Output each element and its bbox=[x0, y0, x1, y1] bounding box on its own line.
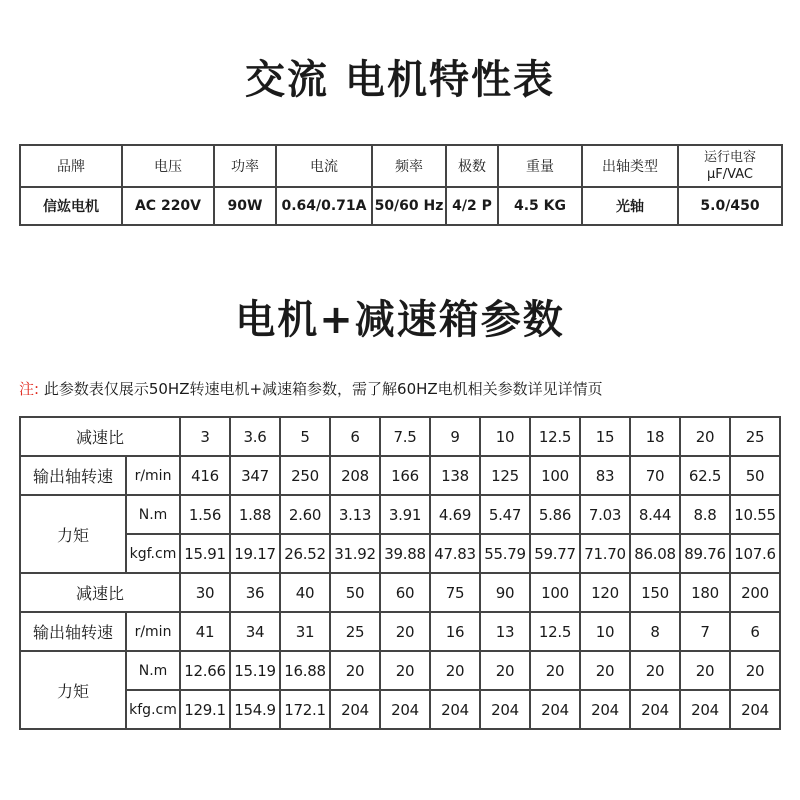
torque-kgf-cell: 15.91 bbox=[180, 534, 230, 573]
torque-kgf-cell: 204 bbox=[430, 690, 480, 729]
torque-kgf-cell: 26.52 bbox=[280, 534, 330, 573]
spec-header-cell: 重量 bbox=[498, 145, 582, 187]
ratio-cell: 120 bbox=[580, 573, 630, 612]
torque-kgf-cell: 55.79 bbox=[480, 534, 530, 573]
ratio-row bbox=[20, 417, 780, 456]
spec-value-cell: 光轴 bbox=[582, 187, 678, 225]
torque-nm-cell: 16.88 bbox=[280, 651, 330, 690]
spec-value-cell: 50/60 Hz bbox=[372, 187, 446, 225]
ratio-cell: 20 bbox=[680, 417, 730, 456]
ratio-cell: 5 bbox=[280, 417, 330, 456]
torque-nm-cell: 20 bbox=[680, 651, 730, 690]
ratio-cell: 3 bbox=[180, 417, 230, 456]
speed-cell: 125 bbox=[480, 456, 530, 495]
spec-value-cell: 信竑电机 bbox=[20, 187, 122, 225]
ratio-cell: 40 bbox=[280, 573, 330, 612]
torque-nm-cell: 12.66 bbox=[180, 651, 230, 690]
torque-kgf-row bbox=[20, 534, 780, 573]
ratio-cell: 50 bbox=[330, 573, 380, 612]
torque-kgf-cell: 154.9 bbox=[230, 690, 280, 729]
torque-nm-cell: 7.03 bbox=[580, 495, 630, 534]
ratio-cell: 180 bbox=[680, 573, 730, 612]
ratio-row bbox=[20, 573, 780, 612]
spec-header-cell: 品牌 bbox=[20, 145, 122, 187]
torque-kgf-cell: 204 bbox=[380, 690, 430, 729]
torque-unit-nm: N.m bbox=[126, 495, 180, 534]
torque-kgf-cell: 107.6 bbox=[730, 534, 780, 573]
ratio-cell: 75 bbox=[430, 573, 480, 612]
torque-kgf-cell: 47.83 bbox=[430, 534, 480, 573]
torque-kgf-cell: 204 bbox=[680, 690, 730, 729]
speed-cell: 34 bbox=[230, 612, 280, 651]
torque-nm-cell: 20 bbox=[580, 651, 630, 690]
torque-kgf-cell: 31.92 bbox=[330, 534, 380, 573]
speed-cell: 12.5 bbox=[530, 612, 580, 651]
torque-kgf-cell: 204 bbox=[330, 690, 380, 729]
torque-nm-cell: 20 bbox=[430, 651, 480, 690]
speed-cell: 250 bbox=[280, 456, 330, 495]
torque-unit-kgf: kgf.cm bbox=[126, 534, 180, 573]
spec-header-cell: 极数 bbox=[446, 145, 498, 187]
torque-nm-cell: 20 bbox=[380, 651, 430, 690]
spec-value-cell: 5.0/450 bbox=[678, 187, 782, 225]
speed-cell: 16 bbox=[430, 612, 480, 651]
speed-row bbox=[20, 612, 780, 651]
torque-unit-nm: N.m bbox=[126, 651, 180, 690]
speed-cell: 41 bbox=[180, 612, 230, 651]
speed-cell: 138 bbox=[430, 456, 480, 495]
spec-header-cell: 电压 bbox=[122, 145, 214, 187]
torque-label: 力矩 bbox=[20, 651, 126, 729]
torque-kgf-cell: 71.70 bbox=[580, 534, 630, 573]
ratio-cell: 18 bbox=[630, 417, 680, 456]
torque-nm-cell: 1.88 bbox=[230, 495, 280, 534]
torque-kgf-cell: 204 bbox=[480, 690, 530, 729]
torque-nm-row bbox=[20, 495, 780, 534]
torque-nm-cell: 20 bbox=[330, 651, 380, 690]
torque-nm-row bbox=[20, 651, 780, 690]
ratio-cell: 10 bbox=[480, 417, 530, 456]
note-prefix: 注: bbox=[19, 380, 40, 398]
speed-cell: 7 bbox=[680, 612, 730, 651]
speed-cell: 25 bbox=[330, 612, 380, 651]
ratio-cell: 36 bbox=[230, 573, 280, 612]
torque-kgf-cell: 204 bbox=[580, 690, 630, 729]
torque-kgf-cell: 129.1 bbox=[180, 690, 230, 729]
section-title: 电机+减速箱参数 bbox=[235, 297, 565, 343]
torque-nm-cell: 20 bbox=[630, 651, 680, 690]
torque-kgf-cell: 39.88 bbox=[380, 534, 430, 573]
torque-kgf-cell: 172.1 bbox=[280, 690, 330, 729]
torque-nm-cell: 3.91 bbox=[380, 495, 430, 534]
ratio-cell: 200 bbox=[730, 573, 780, 612]
torque-kgf-cell: 204 bbox=[530, 690, 580, 729]
torque-nm-cell: 4.69 bbox=[430, 495, 480, 534]
speed-cell: 100 bbox=[530, 456, 580, 495]
speed-label: 输出轴转速 bbox=[20, 456, 126, 495]
speed-label: 输出轴转速 bbox=[20, 612, 126, 651]
torque-unit-kgf: kfg.cm bbox=[126, 690, 180, 729]
ratio-label: 减速比 bbox=[20, 573, 180, 612]
torque-nm-cell: 8.8 bbox=[680, 495, 730, 534]
speed-cell: 83 bbox=[580, 456, 630, 495]
torque-kgf-cell: 89.76 bbox=[680, 534, 730, 573]
capacitor-label: 运行电容 bbox=[703, 150, 756, 165]
torque-kgf-cell: 19.17 bbox=[230, 534, 280, 573]
torque-nm-cell: 1.56 bbox=[180, 495, 230, 534]
torque-kgf-cell: 86.08 bbox=[630, 534, 680, 573]
torque-nm-cell: 10.55 bbox=[730, 495, 780, 534]
ratio-cell: 90 bbox=[480, 573, 530, 612]
ratio-cell: 100 bbox=[530, 573, 580, 612]
ratio-cell: 6 bbox=[330, 417, 380, 456]
spec-header-cell: 出轴类型 bbox=[582, 145, 678, 187]
speed-cell: 31 bbox=[280, 612, 330, 651]
torque-nm-cell: 20 bbox=[530, 651, 580, 690]
speed-cell: 13 bbox=[480, 612, 530, 651]
spec-value-cell: 4/2 P bbox=[446, 187, 498, 225]
torque-kgf-row bbox=[20, 690, 780, 729]
spec-header-row bbox=[20, 145, 782, 187]
spec-value-cell: AC 220V bbox=[122, 187, 214, 225]
speed-cell: 20 bbox=[380, 612, 430, 651]
spec-value-cell: 0.64/0.71A bbox=[276, 187, 372, 225]
speed-cell: 166 bbox=[380, 456, 430, 495]
speed-cell: 8 bbox=[630, 612, 680, 651]
speed-cell: 10 bbox=[580, 612, 630, 651]
speed-cell: 50 bbox=[730, 456, 780, 495]
ratio-cell: 60 bbox=[380, 573, 430, 612]
torque-nm-cell: 3.13 bbox=[330, 495, 380, 534]
speed-cell: 6 bbox=[730, 612, 780, 651]
ratio-cell: 25 bbox=[730, 417, 780, 456]
spec-header-cell-capacitor bbox=[678, 145, 782, 187]
ratio-cell: 12.5 bbox=[530, 417, 580, 456]
ratio-label: 减速比 bbox=[20, 417, 180, 456]
spec-header-cell: 电流 bbox=[276, 145, 372, 187]
speed-cell: 416 bbox=[180, 456, 230, 495]
torque-nm-cell: 15.19 bbox=[230, 651, 280, 690]
ratio-cell: 150 bbox=[630, 573, 680, 612]
note-line bbox=[19, 378, 603, 399]
ratio-cell: 9 bbox=[430, 417, 480, 456]
speed-unit: r/min bbox=[126, 612, 180, 651]
spec-value-row bbox=[20, 187, 782, 225]
torque-nm-cell: 5.47 bbox=[480, 495, 530, 534]
ratio-cell: 3.6 bbox=[230, 417, 280, 456]
spec-header-cell: 频率 bbox=[372, 145, 446, 187]
ratio-cell: 7.5 bbox=[380, 417, 430, 456]
speed-row bbox=[20, 456, 780, 495]
spec-value-cell: 4.5 KG bbox=[498, 187, 582, 225]
ratio-cell: 15 bbox=[580, 417, 630, 456]
speed-unit: r/min bbox=[126, 456, 180, 495]
torque-nm-cell: 20 bbox=[730, 651, 780, 690]
spec-header-cell: 功率 bbox=[214, 145, 276, 187]
torque-nm-cell: 8.44 bbox=[630, 495, 680, 534]
torque-nm-cell: 2.60 bbox=[280, 495, 330, 534]
note-text: 此参数表仅展示50HZ转速电机+减速箱参数，需了解60HZ电机相关参数详见详情页 bbox=[39, 380, 603, 398]
torque-nm-cell: 5.86 bbox=[530, 495, 580, 534]
speed-cell: 62.5 bbox=[680, 456, 730, 495]
speed-cell: 347 bbox=[230, 456, 280, 495]
torque-nm-cell: 20 bbox=[480, 651, 530, 690]
ratio-cell: 30 bbox=[180, 573, 230, 612]
torque-kgf-cell: 204 bbox=[630, 690, 680, 729]
torque-label: 力矩 bbox=[20, 495, 126, 573]
capacitor-unit: μF/VAC bbox=[707, 167, 753, 182]
speed-cell: 208 bbox=[330, 456, 380, 495]
page-title: 交流 电机特性表 bbox=[245, 57, 555, 103]
torque-kgf-cell: 59.77 bbox=[530, 534, 580, 573]
motor-spec-table bbox=[19, 144, 783, 226]
speed-cell: 70 bbox=[630, 456, 680, 495]
spec-value-cell: 90W bbox=[214, 187, 276, 225]
torque-kgf-cell: 204 bbox=[730, 690, 780, 729]
gearbox-table bbox=[19, 416, 781, 730]
